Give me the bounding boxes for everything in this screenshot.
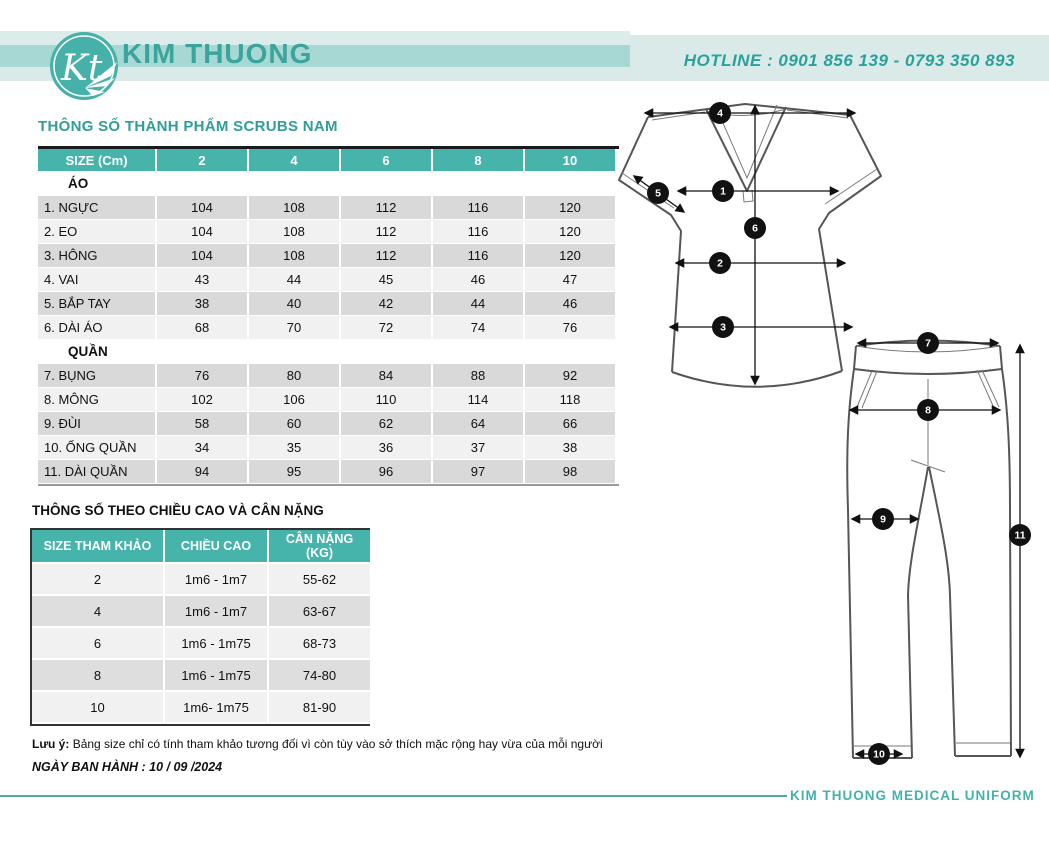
measurement-value: 37 [433,436,525,460]
measurement-value: 114 [433,388,525,412]
measurement-row-label: 6. DÀI ÁO [38,316,157,340]
hw-size-value: 2 [32,564,165,596]
brand-wordmark: KIM THUONG [122,38,313,69]
hw-weight-value: 81-90 [269,692,372,724]
measurement-value: 112 [341,196,433,220]
measurement-value: 108 [249,244,341,268]
measurement-badge-number: 10 [873,748,885,761]
measurement-value: 112 [341,220,433,244]
measurement-value: 38 [157,292,249,316]
measurement-value: 102 [157,388,249,412]
hw-size-value: 8 [32,660,165,692]
measurement-value: 58 [157,412,249,436]
measurement-value: 62 [341,412,433,436]
hw-col-header: CHIỀU CAO [165,530,269,564]
measurement-value: 34 [157,436,249,460]
measurement-badge-number: 3 [720,321,726,334]
section-row-label: QUẦN [38,340,617,364]
note-label: Lưu ý: [32,737,70,751]
scrub-top-drawing [619,104,881,387]
height-weight-title: THÔNG SỐ THEO CHIỀU CAO VÀ CÂN NẶNG [32,503,324,518]
kim-thuong-logo [49,28,119,104]
measurement-value: 43 [157,268,249,292]
measurement-value: 38 [525,436,617,460]
hw-size-value: 6 [32,628,165,660]
measurement-row-label: 9. ĐÙI [38,412,157,436]
measurement-value: 88 [433,364,525,388]
hw-height-value: 1m6 - 1m75 [165,628,269,660]
measurement-value: 76 [525,316,617,340]
measurement-value: 104 [157,244,249,268]
size-table-title: THÔNG SỐ THÀNH PHẨM SCRUBS NAM [38,118,338,135]
measurement-value: 92 [525,364,617,388]
section-row-label: ÁO [38,172,617,196]
measurement-value: 120 [525,196,617,220]
hw-height-value: 1m6- 1m75 [165,692,269,724]
measurement-row-label: 10. ỐNG QUẦN [38,436,157,460]
measurement-value: 46 [433,268,525,292]
size-col-header: 6 [341,149,433,172]
size-note [32,737,603,751]
measurement-value: 84 [341,364,433,388]
measurement-value: 118 [525,388,617,412]
hw-height-value: 1m6 - 1m7 [165,564,269,596]
hw-weight-value: 74-80 [269,660,372,692]
measurement-row-label: 3. HÔNG [38,244,157,268]
measurement-value: 95 [249,460,341,484]
measurement-row-label: 1. NGỰC [38,196,157,220]
measurement-badge-number: 7 [925,337,931,350]
measurement-value: 66 [525,412,617,436]
measurement-badge-number: 8 [925,404,931,417]
measurement-value: 46 [525,292,617,316]
dimension-arrows [634,106,1020,757]
measurement-badge-number: 4 [717,107,723,120]
measurement-value: 97 [433,460,525,484]
note-text: Bảng size chỉ có tính tham khảo tương đối vì còn tùy vào sở thích mặc rộng hay vừa của mỗi người [69,737,603,751]
footer-brand: KIM THUONG MEDICAL UNIFORM [790,788,1035,803]
measurement-value: 74 [433,316,525,340]
measurement-value: 104 [157,220,249,244]
size-col-header: 4 [249,149,341,172]
measurement-row-label: 7. BỤNG [38,364,157,388]
measurement-row-label: 4. VAI [38,268,157,292]
measurement-value: 72 [341,316,433,340]
measurement-value: 44 [249,268,341,292]
measurement-row-label: 5. BẮP TAY [38,292,157,316]
hw-weight-value: 63-67 [269,596,372,628]
size-col-header: 2 [157,149,249,172]
measurement-row-label: 8. MÔNG [38,388,157,412]
hotline-text: HOTLINE : 0901 856 139 - 0793 350 893 [683,51,1015,70]
measurement-value: 116 [433,196,525,220]
footer-divider [0,795,787,797]
measurement-row-label: 2. EO [38,220,157,244]
measurement-row-label: 11. DÀI QUẦN [38,460,157,484]
measurement-value: 108 [249,196,341,220]
measurement-badge-number: 5 [655,187,661,200]
measurement-value: 70 [249,316,341,340]
hw-height-value: 1m6 - 1m75 [165,660,269,692]
measurement-badge-number: 11 [1014,529,1026,542]
measurement-value: 76 [157,364,249,388]
measurement-value: 64 [433,412,525,436]
measurement-value: 120 [525,220,617,244]
issue-date: NGÀY BAN HÀNH : 10 / 09 /2024 [32,760,223,774]
measurement-value: 96 [341,460,433,484]
measurement-value: 42 [341,292,433,316]
measurement-badge-number: 9 [880,513,886,526]
measurement-value: 36 [341,436,433,460]
measurement-value: 112 [341,244,433,268]
height-weight-table [30,528,370,726]
hw-size-value: 10 [32,692,165,724]
measurement-badge-number: 2 [717,257,723,270]
measurement-value: 47 [525,268,617,292]
hw-size-value: 4 [32,596,165,628]
logo-monogram: Kt [61,48,103,89]
measurement-value: 110 [341,388,433,412]
measurement-value: 68 [157,316,249,340]
measurement-value: 120 [525,244,617,268]
garment-diagram [610,90,1049,780]
measurement-value: 98 [525,460,617,484]
measurement-value: 40 [249,292,341,316]
measurement-value: 116 [433,220,525,244]
measurement-badge-number: 1 [720,185,726,198]
hw-col-header: CÂN NẶNG (KG) [269,530,372,564]
measurement-value: 60 [249,412,341,436]
measurement-badges [647,102,1031,765]
hw-col-header: SIZE THAM KHẢO [32,530,165,564]
size-table [38,146,619,486]
hw-weight-value: 68-73 [269,628,372,660]
measurement-value: 44 [433,292,525,316]
measurement-value: 108 [249,220,341,244]
measurement-value: 94 [157,460,249,484]
measurement-value: 35 [249,436,341,460]
hw-height-value: 1m6 - 1m7 [165,596,269,628]
measurement-value: 80 [249,364,341,388]
measurement-value: 106 [249,388,341,412]
measurement-value: 116 [433,244,525,268]
measurement-badge-number: 6 [752,222,758,235]
size-col-label-header: SIZE (Cm) [38,149,157,172]
measurement-value: 45 [341,268,433,292]
hw-weight-value: 55-62 [269,564,372,596]
size-col-header: 8 [433,149,525,172]
measurement-value: 104 [157,196,249,220]
size-col-header: 10 [525,149,617,172]
